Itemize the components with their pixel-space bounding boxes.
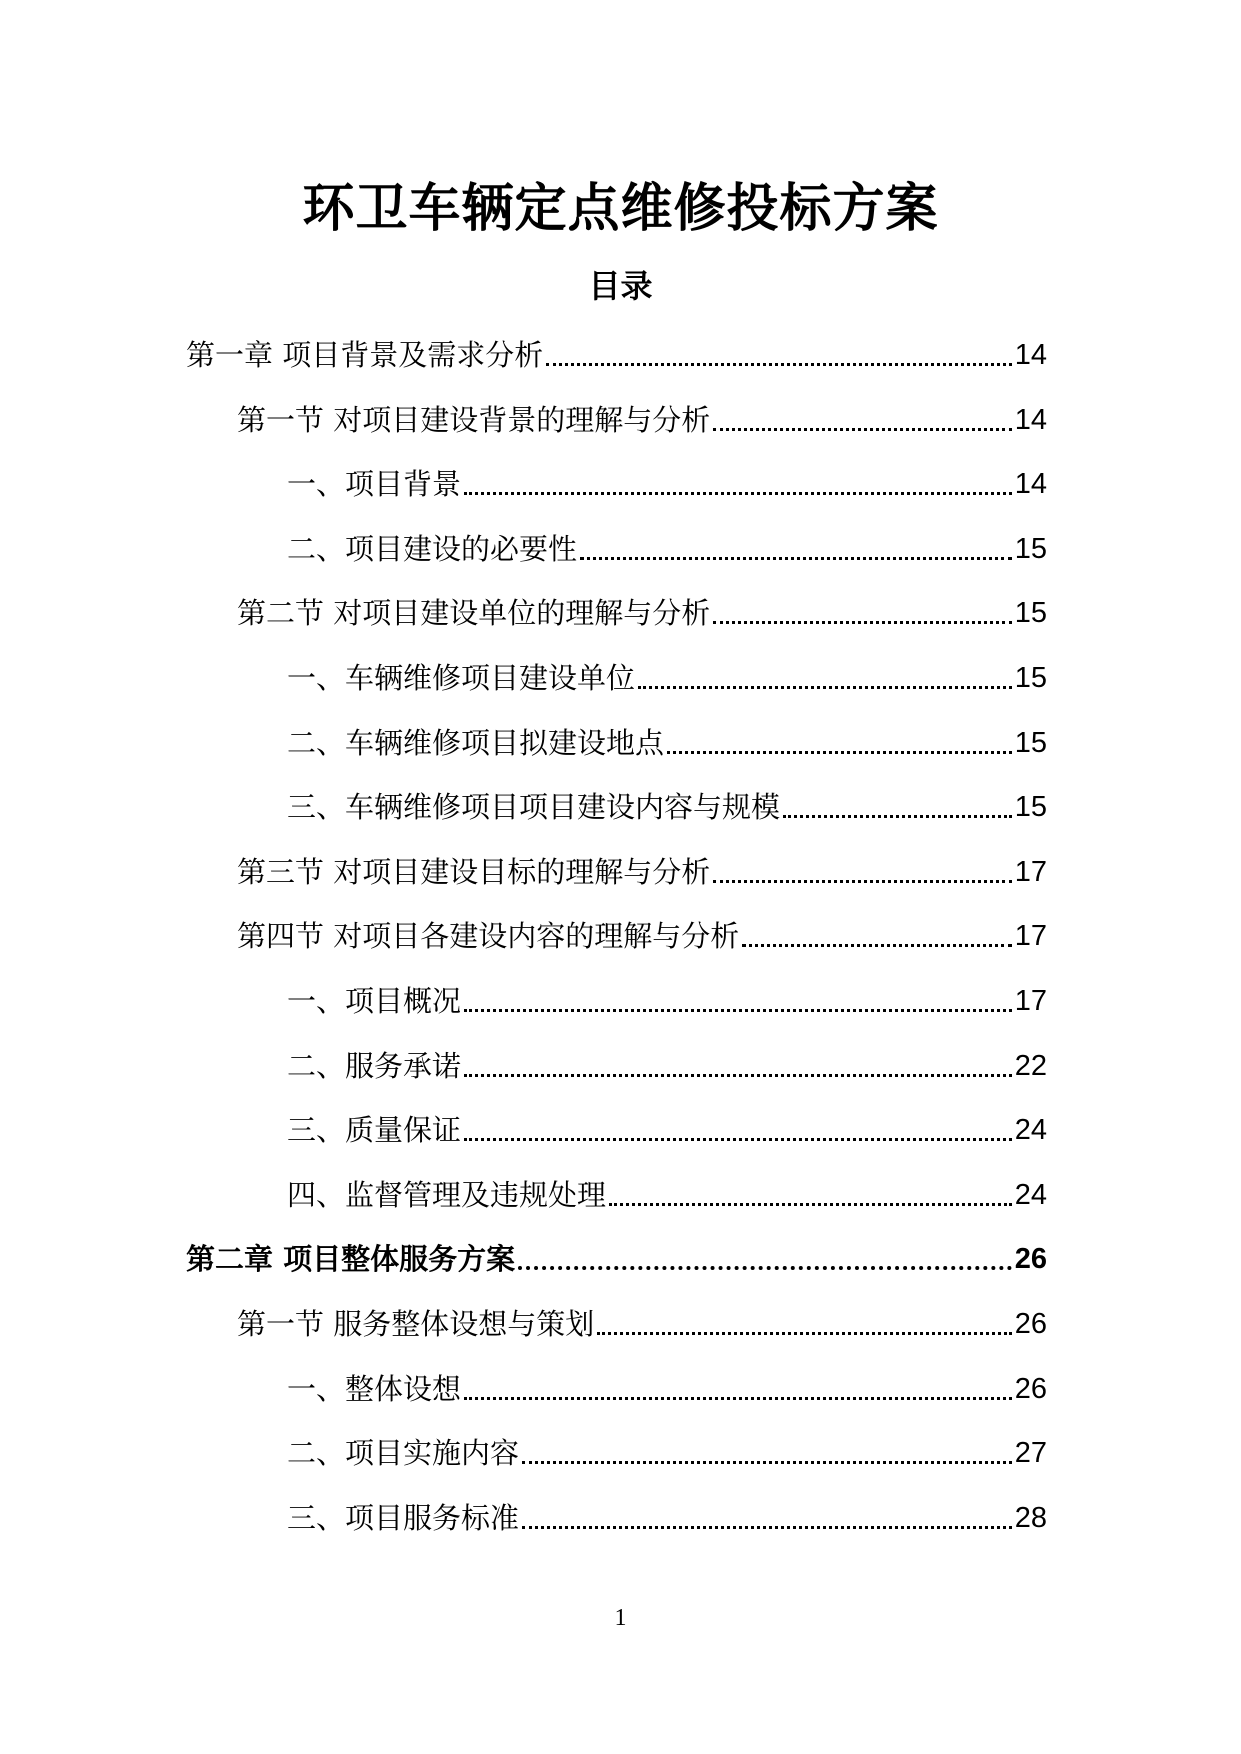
toc-dot-leader: [783, 815, 1012, 818]
toc-entry-page: 26: [1014, 1372, 1047, 1405]
toc-dot-leader: [464, 492, 1012, 495]
toc-entry-page: 26: [1014, 1243, 1047, 1276]
toc-dot-leader: [713, 621, 1012, 624]
toc-dot-leader: [597, 1332, 1012, 1335]
toc-entry-label: 一、项目背景: [287, 467, 462, 502]
toc-entry-page: 15: [1014, 532, 1047, 565]
toc-entry-label: 第二节 对项目建设单位的理解与分析: [237, 596, 711, 631]
toc-dot-leader: [464, 1009, 1012, 1012]
toc-entry[interactable]: [287, 1163, 1047, 1215]
toc-entry-label: 二、项目建设的必要性: [287, 531, 578, 566]
toc-entry[interactable]: [237, 581, 1047, 633]
toc-entry-label: 二、车辆维修项目拟建设地点: [287, 725, 665, 760]
toc-entry[interactable]: [287, 1357, 1047, 1409]
toc-dot-leader: [546, 363, 1012, 366]
toc-entry[interactable]: [186, 323, 1047, 375]
toc-entry-label: 第一章 项目背景及需求分析: [186, 338, 544, 372]
toc-dot-leader: [638, 686, 1012, 689]
toc-entry-label: 第二章 项目整体服务方案: [186, 1242, 516, 1277]
toc-dot-leader: [464, 1138, 1012, 1141]
toc-dot-leader: [609, 1203, 1012, 1206]
toc-entry-label: 三、车辆维修项目项目建设内容与规模: [287, 790, 781, 825]
toc-entry-page: 15: [1014, 662, 1047, 694]
toc-dot-leader: [522, 1461, 1012, 1464]
table-of-contents: [0, 323, 1241, 1563]
toc-dot-leader: [464, 1074, 1012, 1077]
toc-dot-leader: [464, 1397, 1012, 1400]
toc-entry[interactable]: [287, 775, 1047, 827]
toc-entry[interactable]: [287, 1486, 1047, 1538]
toc-entry[interactable]: [287, 711, 1047, 763]
toc-entry-label: 三、质量保证: [287, 1113, 462, 1148]
toc-heading: 目录: [588, 267, 653, 305]
toc-entry-page: 27: [1014, 1437, 1047, 1470]
toc-entry[interactable]: [287, 969, 1047, 1021]
toc-entry-label: 三、项目服务标准: [287, 1500, 520, 1535]
toc-dot-leader: [518, 1266, 1012, 1270]
toc-dot-leader: [713, 880, 1012, 883]
toc-entry[interactable]: [237, 904, 1047, 956]
toc-entry-page: 14: [1014, 403, 1047, 436]
toc-entry-page: 28: [1014, 1501, 1047, 1534]
toc-entry-label: 第一节 服务整体设想与策划: [237, 1307, 595, 1341]
toc-entry-page: 14: [1014, 339, 1047, 371]
toc-entry-page: 15: [1014, 597, 1047, 630]
toc-entry[interactable]: [237, 388, 1047, 440]
toc-entry-label: 第四节 对项目各建设内容的理解与分析: [237, 919, 740, 954]
toc-dot-leader: [742, 944, 1012, 947]
toc-entry[interactable]: [287, 1034, 1047, 1086]
toc-entry[interactable]: [186, 1227, 1047, 1279]
toc-dot-leader: [522, 1526, 1012, 1529]
toc-entry-label: 二、项目实施内容: [287, 1436, 520, 1471]
toc-entry[interactable]: [287, 517, 1047, 569]
toc-entry-page: 22: [1014, 1049, 1047, 1082]
toc-entry-page: 24: [1014, 1114, 1047, 1147]
toc-entry[interactable]: [237, 840, 1047, 892]
toc-entry-label: 一、车辆维修项目建设单位: [287, 661, 636, 695]
toc-entry[interactable]: [287, 1421, 1047, 1473]
toc-entry[interactable]: [287, 452, 1047, 504]
toc-entry-page: 17: [1014, 920, 1047, 953]
toc-entry-label: 一、项目概况: [287, 984, 462, 1018]
page-number: 1: [614, 1605, 627, 1631]
toc-entry[interactable]: [287, 646, 1047, 698]
toc-entry-page: 24: [1014, 1178, 1047, 1211]
toc-entry-page: 15: [1014, 791, 1047, 824]
toc-entry-label: 一、整体设想: [287, 1371, 462, 1406]
document-title: 环卫车辆定点维修投标方案: [302, 179, 939, 239]
toc-entry-label: 二、服务承诺: [287, 1048, 462, 1083]
toc-entry-label: 第三节 对项目建设目标的理解与分析: [237, 854, 711, 889]
toc-entry[interactable]: [237, 1292, 1047, 1344]
toc-entry-page: 17: [1014, 855, 1047, 888]
toc-entry-page: 26: [1014, 1308, 1047, 1340]
toc-dot-leader: [667, 751, 1012, 754]
toc-dot-leader: [713, 428, 1012, 431]
toc-entry-label: 第一节 对项目建设背景的理解与分析: [237, 402, 711, 437]
toc-entry[interactable]: [287, 1098, 1047, 1150]
toc-entry-page: 15: [1014, 726, 1047, 759]
toc-dot-leader: [580, 557, 1012, 560]
toc-entry-label: 四、监督管理及违规处理: [287, 1177, 607, 1212]
toc-entry-page: 14: [1014, 468, 1047, 501]
toc-entry-page: 17: [1014, 985, 1047, 1017]
